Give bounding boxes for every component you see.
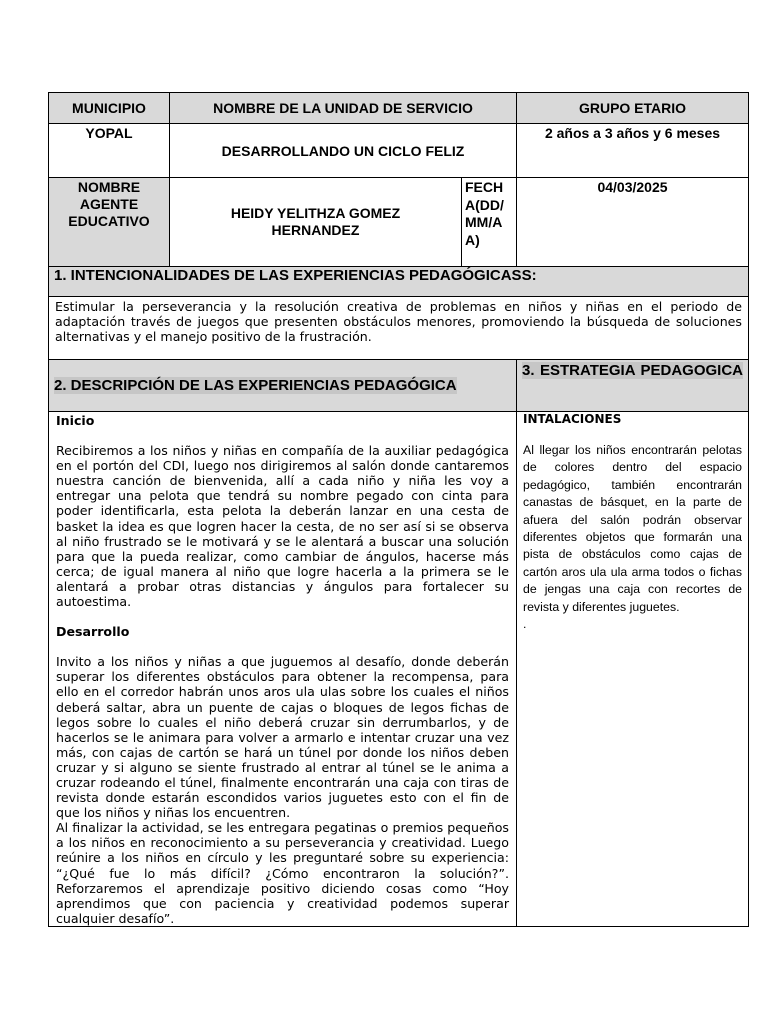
estrategia-trailing: . (523, 617, 527, 632)
inicio-title: Inicio (56, 413, 95, 428)
intencionalidades-cell (49, 297, 749, 360)
desarrollo-title: Desarrollo (56, 624, 130, 640)
intencionalidades-text: Estimular la perseverancia y la resolución creativa de problemas en niños y niñas en el periodo de adaptación través de juegos que presenten obstáculos menores, promoviendo la búsqueda de soluciones alternativas y el manejo positivo de la frustración. (55, 299, 742, 345)
agente-value: HEIDY YELITHZA GOMEZ HERNANDEZ (230, 205, 401, 238)
fecha-value: 04/03/2025 (597, 179, 668, 195)
intencionalidades-title: 1. INTENCIONALIDADES DE LAS EXPERIENCIAS PEDAGÓGICASS: (54, 267, 537, 284)
agente-label: NOMBRE AGENTE EDUCATIVO (68, 179, 150, 229)
fecha-cell (517, 178, 749, 267)
descripcion-title: 2. DESCRIPCIÓN DE LAS EXPERIENCIAS PEDAGÓGICA (54, 377, 457, 394)
agente-header (49, 178, 170, 267)
desarrollo-text: Invito a los niños y niñas a que juguemos al desafío, donde deberán superar los diferentes obstáculos para obtener la recompensa, para ello en el corredor habrán unos aros ula ulas sobre los cuales el niños deberá saltar, abra un puente de cajas o bloques de legos fichas de legos sobre lo cuales el niño deberá cruzar sin derrumbarlos, y de hacerlos se le animara para volver a armarlo e intentar cruzar una vez más, con cajas de cartón se hará un túnel por donde los niños deben cruzar y si alguno se siente frustrado al entrar al túnel se le anima a cruzar rodeando el túnel, finalmente encontrarán una caja con tiras de revista donde estarán escondidos varios juguetes esto con el fin de que los niños y niñas los encuentren. (56, 654, 509, 821)
planning-table (48, 92, 749, 927)
estrategia-text: Al llegar los niños encontrarán pelotas de colores dentro del espacio pedagógico, también encontrarán canastas de básquet, en la parte de afuera del salón podrán observar diferentes objetos que formarán una pista de obstáculos como cajas de cartón aros ula ula arma todos o fichas de jengas una caja con recortes de revista y diferentes juguetes. (523, 443, 742, 614)
unidad-header (170, 93, 517, 124)
grupo-value: 2 años a 3 años y 6 meses (544, 125, 721, 141)
grupo-header (517, 93, 749, 124)
cierre-text: Al finalizar la actividad, se les entregara pegatinas o premios pequeños a los niños en reconocimiento a su perseverancia y creatividad. Luego reúnire a los niños en círculo y les preguntaré sobre su experiencia: “¿Qué fue lo más difícil? ¿Cómo encontraron la solución?”. Reforzaremos el aprendizaje positivo diciendo cosas como “Hoy aprendimos que con paciencia y creatividad podemos superar cualquier desafío”. (56, 820, 509, 926)
municipio-label: MUNICIPIO (72, 99, 146, 116)
descripcion-cell (49, 412, 517, 927)
grupo-label: GRUPO ETARIO (578, 99, 687, 116)
unidad-label: NOMBRE DE LA UNIDAD DE SERVICIO (213, 99, 473, 116)
estrategia-subtitle: INTALACIONES (523, 412, 622, 426)
estrategia-title-cell (517, 360, 749, 412)
agente-cell (170, 178, 462, 267)
estrategia-title: 3. ESTRATEGIA PEDAGOGICA (522, 362, 743, 379)
unidad-cell (170, 124, 517, 178)
descripcion-title-cell (49, 360, 517, 412)
municipio-header (49, 93, 170, 124)
intencionalidades-title-cell (49, 267, 749, 297)
fecha-label: FECHA(DD/MM/AA) (465, 179, 504, 248)
unidad-value: DESARROLLANDO UN CICLO FELIZ (221, 142, 465, 159)
municipio-cell (49, 124, 170, 178)
fecha-header (462, 178, 517, 267)
municipio-value: YOPAL (85, 125, 133, 141)
grupo-cell (517, 124, 749, 178)
inicio-text: Recibiremos a los niños y niñas en compañía de la auxiliar pedagógica en el portón del CDI, luego nos dirigiremos al salón donde cantaremos nuestra canción de bienvenida, allí a cada niño y niña les voy a entregar una pelota que tendrá su nombre pegado con cinta para poder identificarla, esta pelota la deberán lanzar en una cesta de basket la idea es que logren hacer la cesta, de no ser así si se observa al niño frustrado se le motivará y se le alentará a buscar una solución para que la pueda realizar, como cambiar de ángulos, hacerse más cerca; de igual manera al niño que logre hacerla a la primera se le alentará a probar otras distancias y ángulos para fortalecer su autoestima. (56, 443, 509, 610)
estrategia-cell (517, 412, 749, 927)
